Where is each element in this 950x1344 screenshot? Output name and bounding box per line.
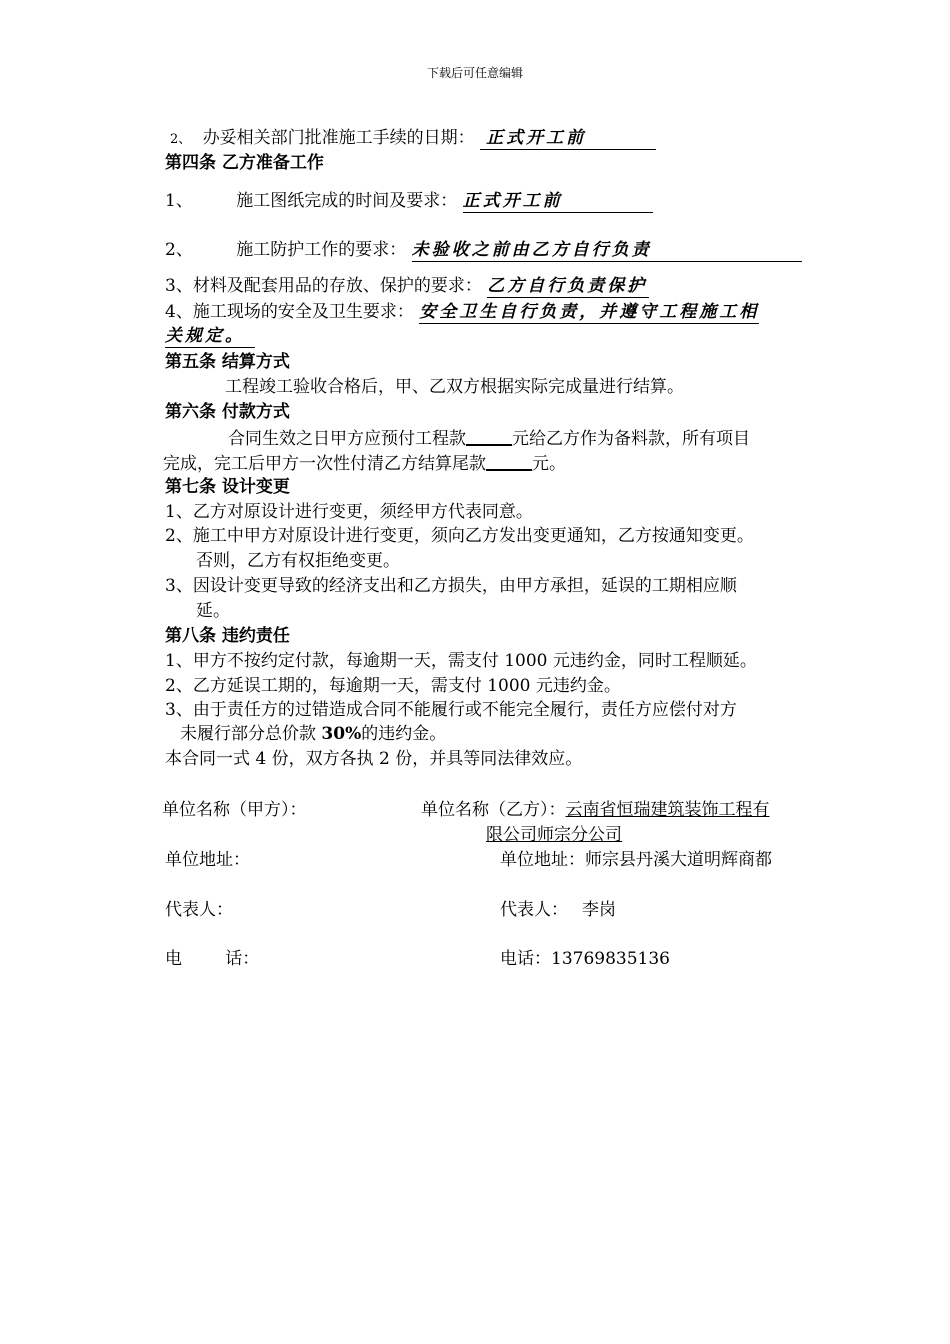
art7-item1: 1、乙方对原设计进行变更，须经甲方代表同意。	[165, 502, 533, 522]
art4-item1	[165, 190, 653, 213]
art4-item3	[165, 275, 649, 298]
party-b-rep-label: 代表人：	[500, 900, 568, 920]
art4-item4	[165, 301, 759, 324]
art4-item2-value: 未验收之前由乙方自行负责	[412, 239, 802, 262]
art3-item2	[170, 127, 656, 151]
art7-item2-a: 2、施工中甲方对原设计进行变更，须向乙方发出变更通知，乙方按通知变更。	[165, 526, 754, 546]
art4-item4-value-a: 安全卫生自行负责，并遵守工程施工相	[419, 302, 760, 322]
party-b-tel: 电话：13769835136	[500, 949, 670, 969]
party-b-rep-name: 李岗	[582, 900, 616, 920]
art6-line1	[228, 426, 750, 450]
contract-copies-note: 本合同一式 4 份，双方各执 2 份，并具等同法律效应。	[165, 749, 583, 769]
party-b-addr: 单位地址：师宗县丹溪大道明辉商都	[500, 850, 772, 870]
party-a-addr-label: 单位地址：	[165, 850, 250, 870]
art4-item4-value-b: 关规定。	[165, 325, 255, 348]
art4-title: 第四条 乙方准备工作	[165, 153, 324, 173]
art6-title: 第六条 付款方式	[165, 402, 290, 422]
penalty-percent: 30%	[321, 724, 362, 744]
art8-item3-a: 3、由于责任方的过错造成合同不能履行或不能完全履行，责任方应偿付对方	[165, 700, 737, 720]
art8-item3-b1: 未履行部分总价款	[180, 724, 322, 744]
art4-item1-num: 1、	[165, 191, 193, 211]
art4-item1-label: 施工图纸完成的时间及要求：	[236, 191, 458, 211]
art7-title: 第七条 设计变更	[165, 477, 290, 497]
art5-title: 第五条 结算方式	[165, 352, 290, 372]
art6-text-d: 元。	[532, 454, 566, 474]
art5-text: 工程竣工验收合格后，甲、乙双方根据实际完成量进行结算。	[225, 377, 684, 397]
art7-item3-b: 延。	[196, 601, 230, 621]
art3-item2-num: 2、	[170, 132, 192, 147]
art4-item4-label: 4、施工现场的安全及卫生要求：	[165, 302, 414, 322]
art6-line2	[163, 451, 566, 475]
art3-item2-value: 正式开工前	[480, 127, 656, 150]
party-a-rep-label: 代表人：	[165, 900, 233, 920]
art8-item1: 1、甲方不按约定付款，每逾期一天，需支付 1000 元违约金，同时工程顺延。	[165, 651, 757, 671]
art4-item1-value: 正式开工前	[463, 190, 653, 213]
party-b-name-value-b: 限公司师宗分公司	[486, 825, 622, 845]
art4-item2-num: 2、	[165, 240, 193, 260]
art6-text-a: 合同生效之日甲方应预付工程款	[228, 429, 466, 449]
art4-item2-label: 施工防护工作的要求：	[236, 240, 407, 260]
party-a-name-label: 单位名称（甲方）：	[162, 800, 307, 820]
art4-item3-value: 乙方自行负责保护	[487, 276, 648, 296]
art8-item2: 2、乙方延误工期的，每逾期一天，需支付 1000 元违约金。	[165, 676, 621, 696]
art3-item2-label: 办妥相关部门批准施工手续的日期：	[202, 128, 475, 148]
art7-item3-a: 3、因设计变更导致的经济支出和乙方损失，由甲方承担，延误的工期相应顺	[165, 576, 737, 596]
art8-item3-b	[180, 723, 446, 745]
art4-item2	[165, 239, 802, 262]
art6-text-c: 完成，完工后甲方一次性付清乙方结算尾款	[163, 454, 486, 474]
party-b-name	[421, 799, 770, 821]
art4-item3-label: 3、材料及配套用品的存放、保护的要求：	[165, 276, 482, 296]
party-b-name-value-a: 云南省恒瑞建筑装饰工程有	[565, 800, 770, 820]
party-b-rep	[500, 899, 616, 921]
art6-text-b: 元给乙方作为备料款，所有项目	[512, 429, 750, 449]
art8-item3-b2: 的违约金。	[361, 724, 447, 744]
page-header-note: 下载后可任意编辑	[426, 66, 523, 80]
party-b-name-label: 单位名称（乙方）：	[421, 800, 566, 820]
art8-title: 第八条 违约责任	[165, 626, 290, 646]
final-payment-blank	[486, 451, 532, 471]
party-a-tel-label: 电 话：	[165, 949, 260, 969]
art4-item4-cont	[165, 325, 255, 348]
advance-payment-blank	[466, 426, 512, 446]
art7-item2-b: 否则，乙方有权拒绝变更。	[196, 551, 400, 571]
